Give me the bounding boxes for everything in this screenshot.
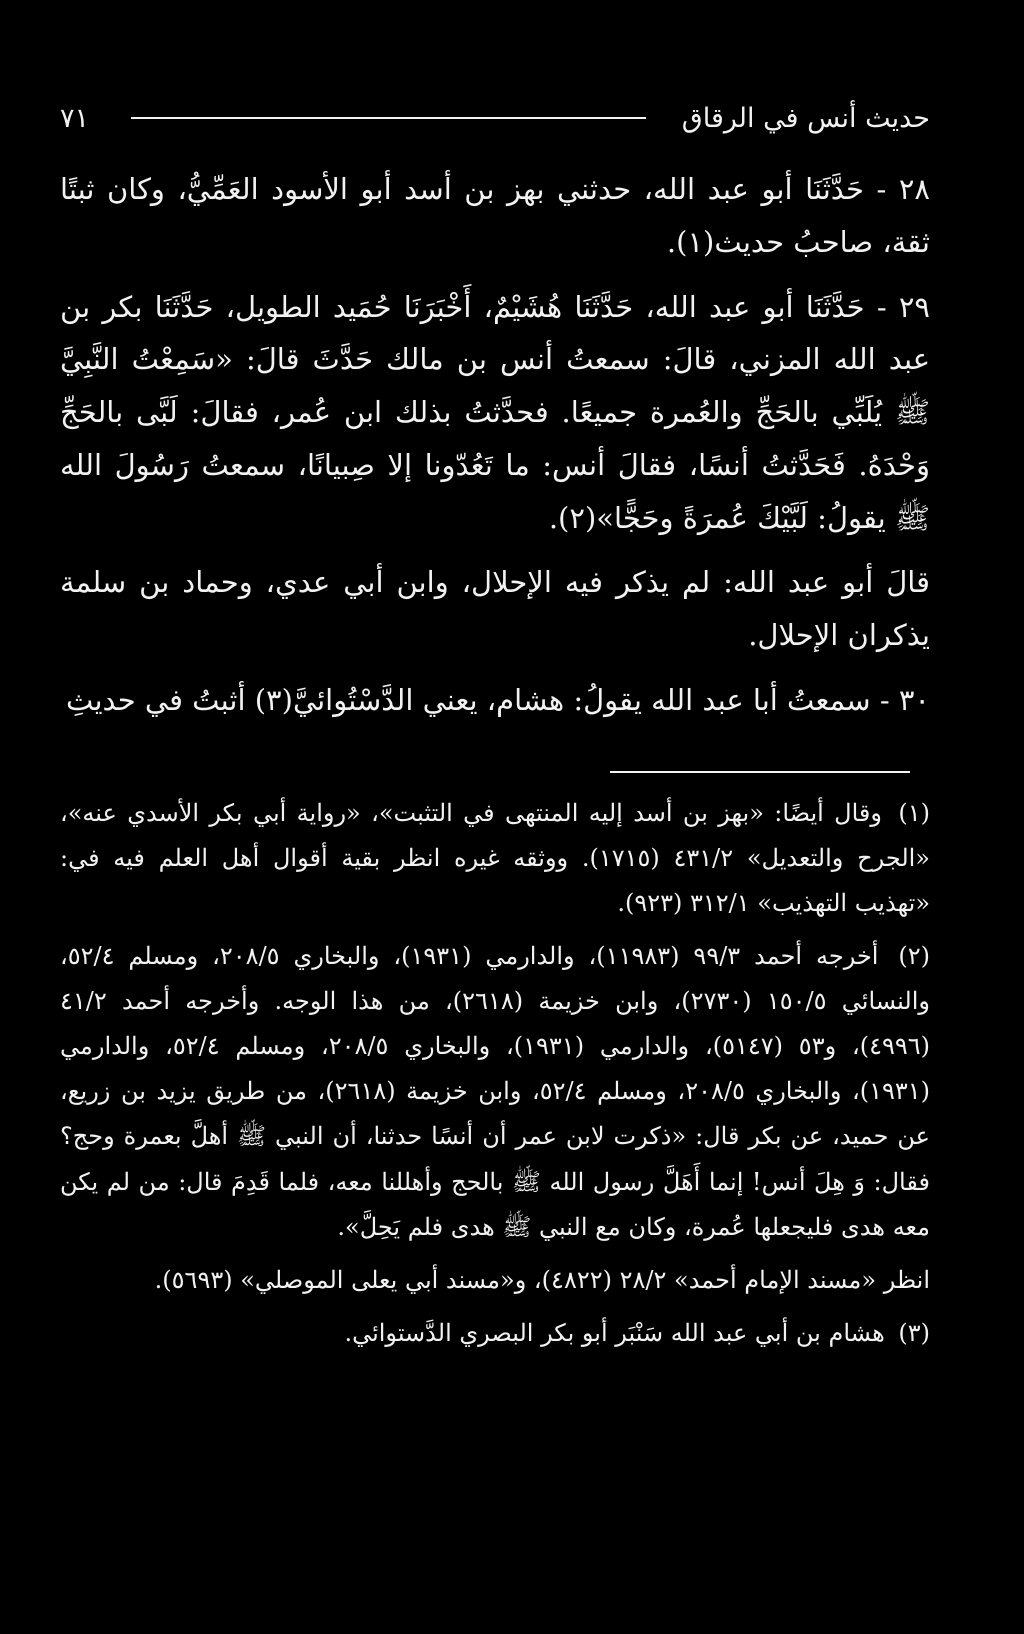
footnote-number: (٢) [898,941,931,970]
paragraph-comment [60,556,930,662]
footnote-text: انظر «مسند الإمام أحمد» ٢٨/٢ (٤٨٢٢)، و«مسند أبي يعلى الموصلي» (٥٦٩٣). [154,1265,930,1294]
paragraph-30 [60,674,930,727]
footnote-number: (٣) [898,1318,930,1347]
paragraph-number: ٣٠ - [879,682,930,717]
header-rule [131,117,646,119]
paragraph-text: حَدَّثَنَا أبو عبد الله، حَدَّثَنَا هُشَيْمٌ، أَخْبَرَنَا حُمَيد الطويل، حَدَّثَنَا بكر بن عبد الله المزني، قالَ: سمعتُ أنس بن مالك حَدَّثَ قالَ: «سَمِعْتُ النَّبِيَّ ﷺ يُلَبِّي بالحَجِّ والعُمرة جميعًا. فحدَّثتُ بذلك ابن عُمر، فقالَ: لَبَّى بالحَجِّ وَحْدَهُ. فَحَدَّثتُ أنسًا، فقالَ أنس: ما تَعُدّونا إلا صِبيانًا، سمعتُ رَسُولَ الله ﷺ يقولُ: لَبَّيْكَ عُمرَةً وحَجًّا»(٢). [60,289,930,535]
footnotes [60,791,930,1356]
main-text [60,163,930,727]
page-number: ٧١ [60,102,90,134]
page-header [60,95,930,141]
paragraph-number: ٢٨ - [876,172,930,206]
paragraph-text: قالَ أبو عبد الله: لم يذكر فيه الإحلال، وابن أبي عدي، وحماد بن سلمة يذكران الإحلال. [60,565,930,653]
footnote-1 [60,791,930,926]
footnote-number: (١) [898,798,930,827]
paragraph-text: حَدَّثَنَا أبو عبد الله، حدثني بهز بن أسد أبو الأسود العَمِّيُّ، وكان ثبتًا ثقة، صاحبُ حديث(١). [60,172,930,259]
footnote-text: أخرجه أحمد ٩٩/٣ (١١٩٨٣)، والدارمي (١٩٣١)، والبخاري ٢٠٨/٥، ومسلم ٥٢/٤، والنسائي ١٥٠/٥ (٢٧٣٠)، وابن خزيمة (٢٦١٨)، من هذا الوجه. وأخرجه أحمد ٤١/٢ (٤٩٩٦)، و٥٣ (٥١٤٧)، والدارمي (١٩٣١)، والبخاري ٢٠٨/٥، ومسلم ٥٢/٤، والدارمي (١٩٣١)، والبخاري ٢٠٨/٥، ومسلم ٥٢/٤، وابن خزيمة (٢٦١٨)، من طريق يزيد بن زريع، عن حميد، عن بكر قال: «ذكرت لابن عمر أن أنسًا حدثنا، أن النبي ﷺ أهلَّ بعمرة وحج؟ فقال: وَ هِلَ أنس! إنما أَهَلَّ رسول الله ﷺ بالحج وأهللنا معه، فلما قَدِمَ قال: من لم يكن معه هدى فليجعلها عُمرة، وكان مع النبي ﷺ هدى فلم يَحِلَّ». [60,941,931,1241]
footnote-text: هشام بن أبي عبد الله سَنْبَر أبو بكر البصري الدَّستوائي. [344,1318,885,1347]
paragraph-28 [60,163,930,269]
footnote-2 [60,934,930,1250]
footnote-separator [610,771,910,773]
footnote-text: وقال أيضًا: «بهز بن أسد إليه المنتهى في التثبت»، «رواية أبي بكر الأسدي عنه»، «الجرح والتعديل» ٤٣١/٢ (١٧١٥). ووثقه غيره انظر بقية أقوال أهل العلم فيه في: «تهذيب التهذيب» ٣١٢/١ (٩٢٣). [60,798,930,917]
footnote-3 [60,1311,930,1356]
paragraph-29 [60,281,930,545]
paragraph-text: سمعتُ أبا عبد الله يقولُ: هشام، يعني الدَّسْتُوائيَّ(٣) أثبتُ في حديثِ [65,682,871,717]
paragraph-number: ٢٩ - [876,289,930,324]
book-page [60,95,930,1364]
running-title: حديث أنس في الرقاق [681,102,930,134]
footnote-2-continued [60,1258,930,1303]
